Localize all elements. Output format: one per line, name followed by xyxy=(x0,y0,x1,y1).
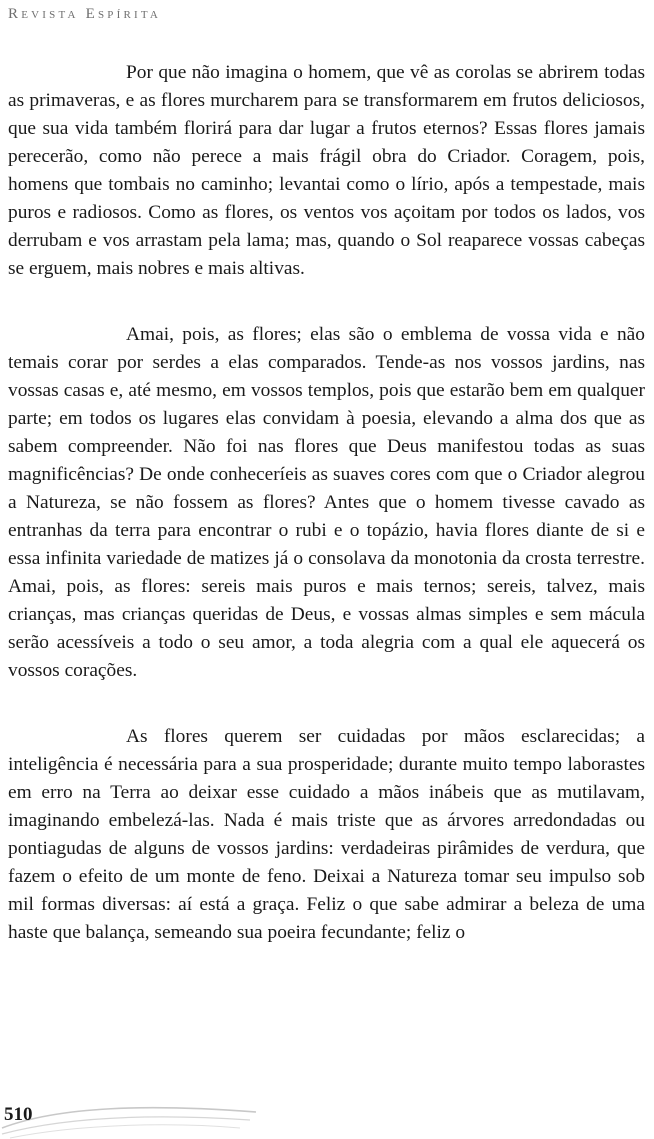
folio-swoosh-ornament xyxy=(0,1098,260,1139)
paragraph-1: Por que não imagina o homem, que vê as corolas se abrirem todas as primaveras, e as flores murcharem para se transformarem em frutos deliciosos, que sua vida também florirá para dar lugar a frutos eternos? Essas flores jamais perecerão, como não perece a mais frágil obra do Criador. Coragem, pois, homens que tombais no caminho; levantai como o lírio, após a tempestade, mais puros e radiosos. Como as flores, os ventos vos açoitam por todos os lados, vos derrubam e vos arrastam pela lama; mas, quando o Sol reaparece vossas cabeças se erguem, mais nobres e mais altivas. xyxy=(8,62,645,279)
running-header-title: Revista Espírita xyxy=(8,6,162,22)
page-body xyxy=(8,59,645,985)
paragraph-3: As flores querem ser cuidadas por mãos esclarecidas; a inteligência é necessária para a sua prosperidade; durante muito tempo laborastes em erro na Terra ao deixar esse cuidado a mãos inábeis que as mutilavam, imaginando embelezá-las. Nada é mais triste que as árvores arredondadas ou pontiagudas de alguns de vossos jardins: verdadeiras pirâmides de verdura, que fazem o efeito de um monte de feno. Deixai a Natureza tomar seu impulso sob mil formas diversas: aí está a graça. Feliz o que sabe admirar a beleza de uma haste que balança, semeando sua poeira fecundante; feliz o xyxy=(8,726,645,943)
paragraph-2: Amai, pois, as flores; elas são o emblema de vossa vida e não temais corar por serdes a elas comparados. Tende-as nos vossos jardins, nas vossas casas e, até mesmo, em vossos templos, pois que estarão bem em qualquer parte; em todos os lugares elas convidam à poesia, elevando a alma dos que as sabem compreender. Não foi nas flores que Deus manifestou todas as suas magnificências? De onde conheceríeis as suaves cores com que o Criador alegrou a Natureza, se não fossem as flores? Antes que o homem tivesse cavado as entranhas da terra para encontrar o rubi e o topázio, havia flores diante de si e essa infinita variedade de matizes já o consolava da monotonia da crosta terrestre. Amai, pois, as flores: sereis mais puros e mais ternos; sereis, talvez, mais crianças, mas crianças queridas de Deus, e vossas almas simples e sem mácula serão acessíveis a todo o seu amor, a toda alegria com a qual ele aquecerá os vossos corações. xyxy=(8,324,645,681)
page-number: 510 xyxy=(4,1104,33,1125)
